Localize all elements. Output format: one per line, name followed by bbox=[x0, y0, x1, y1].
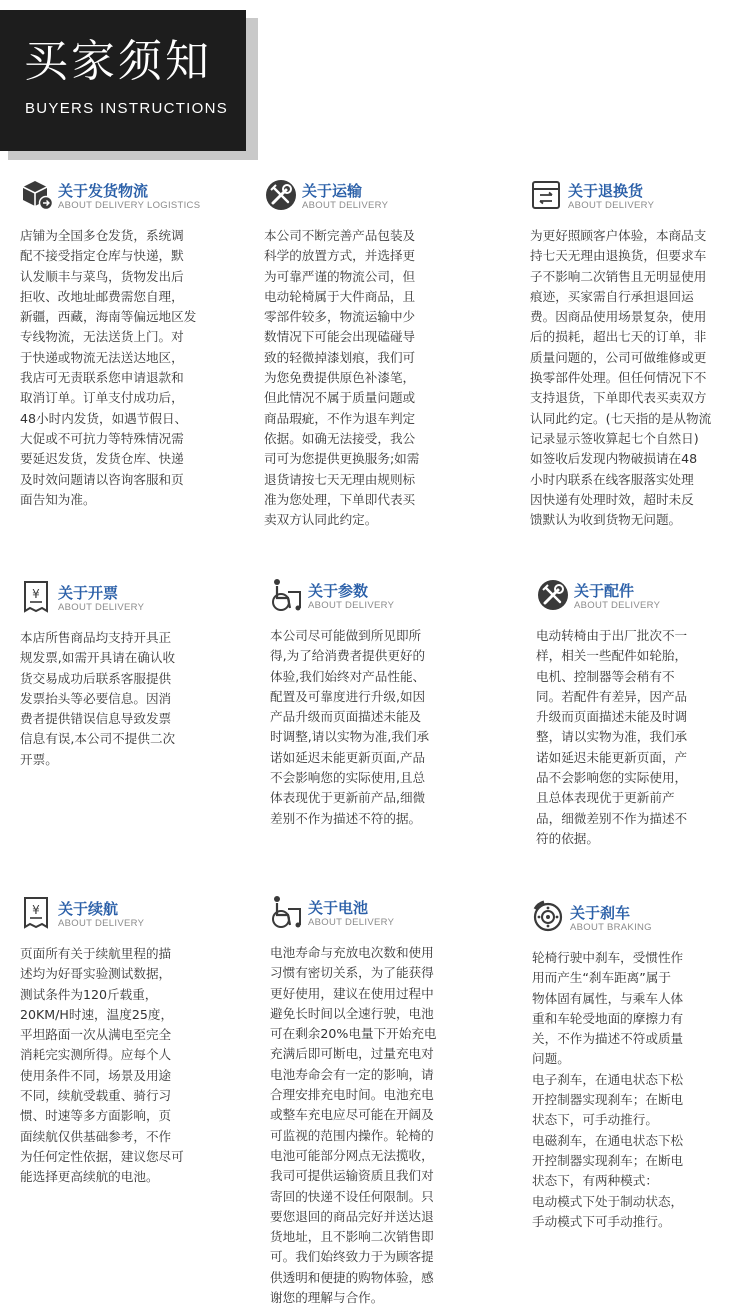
page-title: 买家须知 bbox=[24, 36, 212, 87]
section-subtitle: ABOUT DELIVERY bbox=[302, 200, 389, 211]
section-transport bbox=[264, 178, 482, 530]
section-subtitle: ABOUT DELIVERY bbox=[308, 600, 395, 611]
wheelchair-icon bbox=[270, 895, 304, 929]
section-header bbox=[532, 900, 737, 940]
section-body: 本公司尽可能做到所见即所 得,为了给消费者提供更好的 体验,我们始终对产品性能、 配置及可靠度进行升级,如因 产品升级而页面描述未能及 时调整,请以实物为准,我们承 诺如延迟未能更新页面,产品 不会影响您的实际使用,且总 体表现优于更新前产品,细微 差别不作为描述不符的据。 bbox=[270, 628, 430, 826]
section-header bbox=[264, 178, 482, 218]
section-header bbox=[536, 578, 736, 618]
section-body: 店铺为全国多仓发货，系统调 配不接受指定仓库与快递，默 认发顺丰与菜鸟，货物发出后 拒收、改地址邮费需您自理， 新疆，西藏，海南等偏远地区发 专线物流，无法送货上门。对 于快递或物流无法送达地区， 我店可无责联系您申请退款和 取消订单。订单支付成功后， 48小时内发货，如遇节假日、 大促或不可抗力等特殊情况需 要延迟发货，发货仓库、快递 及时效问题请以咨询客服和页 面告知为准。 bbox=[20, 228, 197, 507]
section-delivery-logistics bbox=[20, 178, 238, 510]
box-arrow-icon bbox=[20, 178, 54, 212]
tools-icon bbox=[264, 178, 298, 212]
section-body: 电池寿命与充放电次数和使用 习惯有密切关系，为了能获得 更好使用，建议在使用过程中 避免长时间以全速行驶，电池 可在剩余20%电量下开始充电 充满后即可断电，过量充电对 电池寿命会有一定的影响，请 合理安排充电时间。电池充电 或整车充电应尽可能在开阔及 可监视的范围内操作。轮椅的 电池可能部分网点无法揽收， 我司可提供运输资质且我们对 寄回的快递不设任何限制。只 要您退回的商品完好并送达退 货地址，且不影响二次销售即 可。我们始终致力于为顾客提 供透明和便捷的购物体验，感 谢您的理解与合作。 bbox=[270, 945, 437, 1306]
header-banner bbox=[0, 10, 246, 151]
svg-text:¥: ¥ bbox=[32, 903, 40, 917]
section-accessories bbox=[536, 578, 736, 849]
section-body: 本公司不断完善产品包装及 科学的放置方式，并选择更 为可靠严谨的物流公司，但 电动轮椅属于大件商品，且 零部件较多，物流运输中少 数情况下可能会出现磕碰导 致的轻微掉漆划痕，我们可 为您免费提供原色补漆笔， 但此情况不属于质量问题或 商品瑕疵，不作为退车判定 依据。如确无法接受，我公 司可为您提供更换服务;如需 退货请按七天无理由规则标 准为您处理，下单即代表买 卖双方认同此约定。 bbox=[264, 228, 420, 528]
section-title: 关于配件 bbox=[574, 582, 635, 600]
section-title: 关于运输 bbox=[302, 182, 363, 200]
section-header bbox=[270, 895, 492, 935]
section-body: 电动转椅由于出厂批次不一 样，相关一些配件如轮胎， 电机、控制器等会稍有不 同。若配件有差异，因产品 升级而页面描述未能及时调 整，请以实物为准，我们承 诺如延迟未能更新页面，产 品不会影响您的实际使用， 且总体表现优于更新前产 品，细微差别不作为描述不 符的依据。 bbox=[536, 628, 688, 846]
section-header bbox=[20, 896, 238, 936]
svg-text:¥: ¥ bbox=[32, 587, 40, 601]
wheelchair-icon bbox=[270, 578, 304, 612]
section-header bbox=[20, 178, 238, 218]
section-body: 为更好照顾客户体验，本商品支 持七天无理由退换货，但要求车 子不影响二次销售且无明显使用 痕迹，买家需自行承担退回运 费。因商品使用场景复杂，使用 后的损耗，超出七天的订单，非 质量问题的，公司可做维修或更 换零部件处理。但任何情况下不 支持退货，下单即代表买卖双方 认同此约定。(七天指的是从物流 记录显示签收算起七个自然日) 如签收后发现内物破损请在48 小时内联系在线客服落实处理 因快递有处理时效，超时未反 馈默认为收到货物无问题。 bbox=[530, 228, 712, 528]
section-title: 关于续航 bbox=[58, 900, 119, 918]
section-subtitle: ABOUT DELIVERY bbox=[58, 602, 145, 613]
section-range bbox=[20, 896, 238, 1188]
section-title: 关于退换货 bbox=[568, 182, 644, 200]
section-header bbox=[20, 580, 238, 620]
section-subtitle: ABOUT BRAKING bbox=[570, 922, 652, 933]
section-subtitle: ABOUT DELIVERY LOGISTICS bbox=[58, 200, 201, 211]
section-title: 关于发货物流 bbox=[58, 182, 149, 200]
yen-receipt-icon bbox=[20, 580, 54, 614]
exchange-box-icon bbox=[530, 178, 564, 212]
section-parameters bbox=[270, 578, 488, 829]
section-body: 轮椅行驶中刹车，受惯性作 用而产生“刹车距离”属于 物体固有属性，与乘车人体 重和车轮受地面的摩擦力有 关，不作为描述不符或质量 问题。 电子刹车，在通电状态下松 开控制器实现刹车；在断电 状态下，可手动推行。 电磁刹车，在通电状态下松 开控制器实现刹车；在断电 状态下，有两种模式： 电动模式下处于制动状态， 手动模式下可手动推行。 bbox=[532, 950, 684, 1229]
section-header bbox=[270, 578, 488, 618]
section-body: 本店所售商品均支持开具正 规发票,如需开具请在确认收 货交易成功后联系客服提供 发票抬头等必要信息。因消 费者提供错误信息导致发票 信息有误,本公司不提供二次 开票。 bbox=[20, 630, 176, 767]
section-subtitle: ABOUT DELIVERY bbox=[58, 918, 145, 929]
tools-icon bbox=[536, 578, 570, 612]
section-title: 关于开票 bbox=[58, 584, 119, 602]
section-battery bbox=[270, 895, 492, 1308]
section-body: 页面所有关于续航里程的描 述均为好哥实验测试数据， 测试条件为120斤载重， 20KM/H时速，温度25度， 平坦路面一次从满电至完全 消耗完实测所得。应每个人 使用条件不同，场景及用途 不同，续航受载重、骑行习 惯、时速等多方面影响，页 面续航仅供基础参考，不作 为任何定性依据，建议您尽可 能选择更高续航的电池。 bbox=[20, 946, 184, 1185]
section-title: 关于电池 bbox=[308, 899, 369, 917]
section-title: 关于参数 bbox=[308, 582, 369, 600]
brake-disc-icon bbox=[532, 900, 566, 934]
section-subtitle: ABOUT DELIVERY bbox=[574, 600, 661, 611]
section-subtitle: ABOUT DELIVERY bbox=[568, 200, 655, 211]
section-subtitle: ABOUT DELIVERY bbox=[308, 917, 395, 928]
section-title: 关于刹车 bbox=[570, 904, 631, 922]
section-returns bbox=[530, 178, 735, 530]
page-subtitle: BUYERS INSTRUCTIONS bbox=[25, 100, 229, 117]
section-braking bbox=[532, 900, 737, 1232]
section-header bbox=[530, 178, 735, 218]
section-invoice bbox=[20, 580, 238, 770]
yen-receipt-icon bbox=[20, 896, 54, 930]
